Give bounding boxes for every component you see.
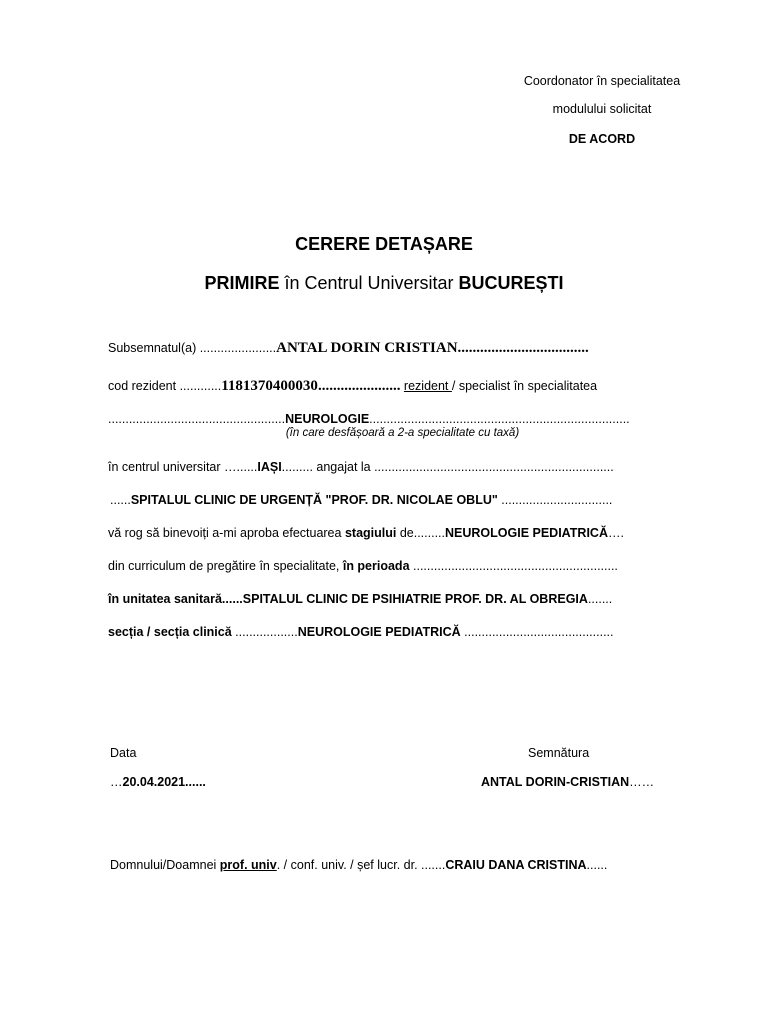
section-value: NEUROLOGIE PEDIATRICĂ [297, 625, 461, 639]
center-city: IAȘI [257, 460, 282, 474]
request-mid: de......... [396, 526, 445, 540]
request-module: NEUROLOGIE PEDIATRICĂ [445, 526, 608, 540]
addressee-name: CRAIU DANA CRISTINA [445, 858, 587, 872]
employer-lead: ...... [110, 493, 131, 507]
center-line [108, 459, 614, 475]
resident-code-trail: ...................... [317, 378, 401, 394]
employer-line [110, 492, 612, 508]
signature-value: ANTAL DORIN-CRISTIAN [481, 775, 630, 789]
specialty-lead: ................................................... [108, 412, 286, 426]
approval-label: DE ACORD [568, 132, 636, 146]
date-line [110, 774, 206, 790]
document-title: CERERE DETAȘARE [295, 234, 473, 254]
unit-trail: ....... [587, 592, 613, 606]
period-trail: ........................................................... [409, 559, 618, 573]
center-employed: ......... angajat la ..................................................................... [281, 460, 614, 474]
specialty-line [108, 411, 630, 427]
unit-line [108, 591, 612, 607]
module-label: modulului solicitat [552, 102, 652, 116]
signature-line [481, 774, 654, 790]
section-lead: .................. [231, 625, 298, 639]
coordinator-label: Coordonator în specialitatea [523, 74, 681, 88]
center-label: în centrul universitar …...... [108, 460, 258, 474]
applicant-label: Subsemnatul(a) ...................... [108, 341, 277, 355]
addressee-trail: ...... [586, 858, 608, 872]
period-lead: din curriculum de pregătire în specialitate, [108, 559, 343, 573]
addressee-title: prof. univ [219, 858, 277, 872]
resident-type: rezident [403, 379, 452, 393]
resident-code: 1181370400030 [221, 378, 318, 394]
addressee-title-rest: . / conf. univ. / șef lucr. dr. ....... [276, 858, 446, 872]
specialty-value: NEUROLOGIE [285, 412, 370, 426]
period-line [108, 558, 618, 574]
section-label: secția / secția clinică [108, 625, 232, 639]
resident-code-label: cod rezident ............ [108, 379, 222, 393]
employer-trail: ................................ [497, 493, 613, 507]
document-subtitle [0, 273, 768, 294]
period-bold: în perioada [342, 559, 410, 573]
applicant-line [108, 340, 589, 356]
section-line [108, 624, 614, 640]
section-trail: ........................................... [460, 625, 614, 639]
request-line [108, 525, 624, 541]
signature-label: Semnătura [528, 746, 590, 760]
addressee-line [110, 857, 607, 873]
request-bold: stagiului [344, 526, 397, 540]
employer-value: SPITALUL CLINIC DE URGENȚĂ "PROF. DR. NICOLAE OBLU" [130, 493, 498, 507]
date-label: Data [110, 746, 137, 760]
signature-trail: …… [629, 775, 655, 789]
request-trail: …. [607, 526, 624, 540]
applicant-trail: ................................... [457, 340, 589, 356]
resident-line [108, 378, 597, 394]
addressee-lead: Domnului/Doamnei [110, 858, 220, 872]
date-value: 20.04.2021...... [122, 775, 206, 789]
specialty-note: (în care desfășoară a 2-a specialitate cu taxă) [285, 427, 520, 439]
date-lead: … [110, 775, 123, 789]
resident-type-rest: / specialist în specialitatea [451, 379, 598, 393]
subtitle-middle: în Centrul Universitar [279, 273, 459, 293]
unit-label: în unitatea sanitară...... [108, 592, 243, 606]
unit-value: SPITALUL CLINIC DE PSIHIATRIE PROF. DR. AL OBREGIA [242, 592, 588, 606]
applicant-name: ANTAL DORIN CRISTIAN [276, 340, 458, 356]
specialty-trail: ........................................................................... [369, 412, 630, 426]
request-lead: vă rog să binevoiți a-mi aproba efectuarea [108, 526, 345, 540]
subtitle-city: BUCUREȘTI [458, 273, 564, 293]
subtitle-primire: PRIMIRE [204, 273, 280, 293]
